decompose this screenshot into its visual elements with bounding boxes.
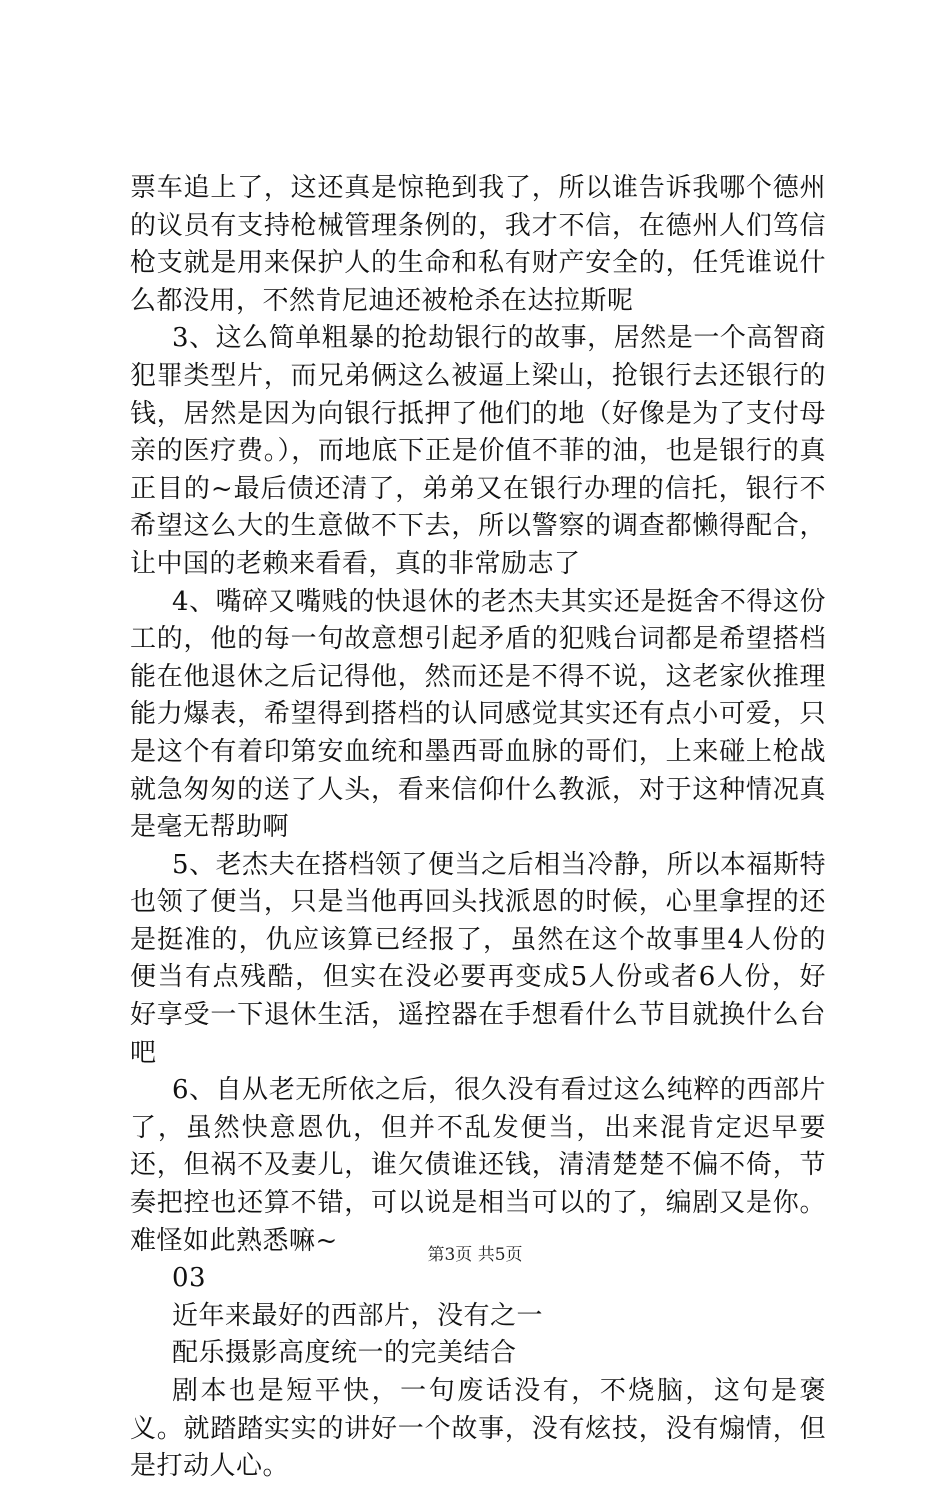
paragraph-point-5: 5、老杰夫在搭档领了便当之后相当冷静，所以本福斯特也领了便当，只是当他再回头找派恩的时候，心里拿捏的还是挺准的，仇应该算已经报了，虽然在这个故事里4人份的便当有点残酷，但实在没必要再变成5人份或者6人份，好好享受一下退休生活，遥控器在手想看什么节目就换什么台吧 bbox=[130, 849, 826, 1068]
summary-line-2: 配乐摄影高度统一的完美结合 bbox=[172, 1338, 517, 1369]
summary-paragraph: 剧本也是短平快，一句废话没有，不烧脑，这句是褒义。就踏踏实实的讲好一个故事，没有炫技，没有煽情，但是打动人心。 bbox=[130, 1376, 826, 1482]
paragraph-point-3: 3、这么简单粗暴的抢劫银行的故事，居然是一个高智商犯罪类型片，而兄弟俩这么被逼上梁山，抢银行去还银行的钱，居然是因为向银行抵押了他们的地（好像是为了支付母亲的医疗费。），而地底下正是价值不菲的油，也是银行的真正目的~最后债还清了，弟弟又在银行办理的信托，银行不希望这么大的生意做不下去，所以警察的调查都懒得配合，让中国的老赖来看看，真的非常励志了 bbox=[130, 323, 826, 579]
paragraph-continuation: 票车追上了，这还真是惊艳到我了，所以谁告诉我哪个德州的议员有支持枪械管理条例的，我才不信，在德州人们笃信枪支就是用来保护人的生命和私有财产安全的，任凭谁说什么都没用，不然肯尼迪还被枪杀在达拉斯呢 bbox=[130, 173, 826, 316]
paragraph-point-4: 4、嘴碎又嘴贱的快退休的老杰夫其实还是挺舍不得这份工的，他的每一句故意想引起矛盾的犯贱台词都是希望搭档能在他退休之后记得他，然而还是不得不说，这老家伙推理能力爆表，希望得到搭档的认同感觉其实还有点小可爱，只是这个有着印第安血统和墨西哥血脉的哥们，上来碰上枪战就急匆匆的送了人头，看来信仰什么教派，对于这种情况真是毫无帮助啊 bbox=[130, 586, 826, 843]
page-footer: 第3页 共5页 bbox=[427, 1245, 523, 1265]
paragraph-point-6: 6、自从老无所依之后，很久没有看过这么纯粹的西部片了，虽然快意恩仇，但并不乱发便当，出来混肯定迟早要还，但祸不及妻儿，谁欠债谁还钱，清清楚楚不偏不倚，节奏把控也还算不错，可以说是相当可以的了，编剧又是你。难怪如此熟悉嘛~ bbox=[130, 1075, 826, 1256]
summary-line-1: 近年来最好的西部片，没有之一 bbox=[172, 1300, 544, 1331]
section-number: 03 bbox=[172, 1263, 207, 1294]
body-text bbox=[130, 170, 826, 1486]
